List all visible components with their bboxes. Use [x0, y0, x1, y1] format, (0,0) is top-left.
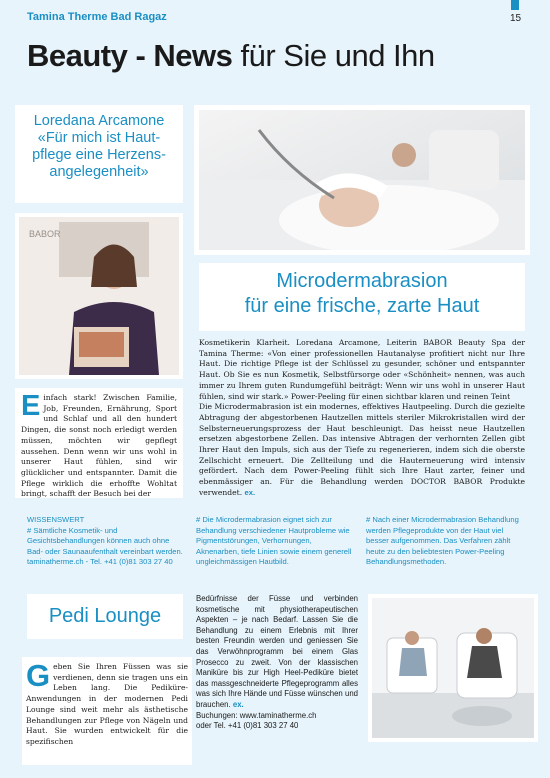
- microdermabrasion-title-line-1: Microdermabrasion: [276, 270, 448, 292]
- magazine-name: Tamina Therme Bad Ragaz: [27, 11, 167, 23]
- wissenswert-column-1: [27, 515, 185, 568]
- wissenswert-column-3: # Nach einer Microdermabrasion Behandlung werden Pflegeprodukte von der Haut viel besser aufgenommen. Das Verfahren zählt heute zu den beliebtesten Power-Peeling Behandlungsmethoden.: [366, 515, 519, 567]
- page-number: 15: [510, 13, 522, 24]
- pedi-middle-text: Bedürfnisse der Füsse und verbinden kosmetische mit physiotherapeutischen Aspekten – je nach Bedarf. Lassen Sie die Behandlung zu einem Erlebnis mit Ihrer besten Freundin werden und geniessen Sie das Verwöhnprogramm bei einem Glas Prosecco zu zweit. Von der klassischen Maniküre bis zur High Heel-Pediküre bietet das massgeschneiderte Pflegeprogramm alles was sich Ihre Hände und Füsse wünschen und brauchen.: [196, 594, 358, 709]
- pedi-middle-column: [196, 594, 358, 732]
- pedi-signature: ex.: [232, 699, 244, 709]
- main-article-paragraph-1: Kosmetikerin Klarheit. Loredana Arcamone, Leiterin BABOR Beauty Spa der Tamina Therme: «Von einer professionellen Hautanalyse profitiert nicht nur Ihre Haut. Die richtige Pflege ist der Schlüssel zu gesunder, schöner und entspannter Haut. Ob Sie es nun Kosmetik, Selbstfürsorge oder «Schönheit» nennen, was auch immer zu Ihrem guten Rundumgefühl beiträgt: Wenn wir uns wohl in unserer Haut fühlen, sind wir stark.» Power-Peeling für einen sichtbar klaren und reinen Teint: [199, 338, 525, 401]
- portrait-photo-frame: [15, 213, 183, 379]
- main-article-paragraph-2: Die Microdermabrasion ist ein modernes, effektives Hautpeeling. Durch die gezielte Abtragung der abgestorbenen Hautzellen mittels steriler Mikrokristallen wird der Selbsterneuerungsprozess der Haut beschleunigt. Das heisst neue Hautzellen ersetzen abgestorbene Zellen. Das intensive Abtragen der verhornten Zellen gibt Ihrer Haut den Impuls, sich aus der Tiefe zu regenerieren, indem sich die oberste Zellschicht erneuert. Die Zellteilung und die Hauterneuerung wird intensiv gefördert. Nach dem Power-Peeling fühlt sich Ihre Haut zarter, feiner und ebenmässiger an. Für die Behandlung werden DOCTOR BABOR Produkte verwendet.: [199, 402, 525, 497]
- headline-light: für Sie und Ihn: [232, 38, 435, 73]
- page-number-bar: [511, 0, 519, 10]
- quote-line-2: «Für mich ist Haut-: [37, 130, 161, 146]
- treatment-photo-frame: [194, 105, 530, 255]
- pedi-left-box: [22, 657, 192, 765]
- main-article-signature: ex.: [244, 487, 256, 497]
- pedi-lounge-photo: [372, 598, 534, 738]
- left-article-box: [15, 388, 183, 498]
- microdermabrasion-title-line-2: für eine frische, zarte Haut: [244, 295, 480, 317]
- wissenswert-heading: WISSENSWERT: [27, 515, 85, 524]
- pedi-title: Pedi Lounge: [48, 605, 162, 627]
- wissenswert-text-1: # Sämtliche Kosmetik- und Gesichtsbehandlungen können auch ohne Bad- oder Saunaaufenthalt vereinbart werden. taminatherme.ch - Tel. +41 (0)81 303 27 40: [27, 525, 183, 567]
- pedi-booking-line-1: Buchungen: www.taminatherme.ch: [196, 710, 317, 720]
- drop-cap-g: G: [26, 658, 51, 693]
- left-article-text: infach stark! Zwischen Familie, Job, Freunden, Ernährung, Sport und Schlaf und all den hundert Dingen, die sonst noch erledigt werden müssen, möchten wir gepflegt aussehen. Denn wenn wir uns wohl in unserer Haut fühlen, sind wir glücklicher und entspannter. Damit die Pflege wirklich die erhoffte Wohltat bringt, schafft der Besuch bei der: [21, 393, 177, 499]
- babor-logo-text: BABOR: [29, 229, 61, 239]
- pedi-left-text: eben Sie Ihren Füssen was sie verdienen, denn sie tragen uns ein Leben lang. Die Pediküre-Anwendungen in der modernen Pedi Lounge sind weit mehr als ästhetische Behandlungen zur Pflege von Nägeln und Haut. Sie wurden entwickelt für die spezifischen: [26, 662, 188, 746]
- main-article: [199, 338, 525, 498]
- page-headline: [27, 38, 435, 74]
- pedi-booking-line-2: oder Tel. +41 (0)81 303 27 40: [196, 721, 299, 731]
- portrait-photo: [19, 217, 179, 375]
- quote-line-3: pflege eine Herzens-: [32, 147, 166, 163]
- wissenswert-column-2: # Die Microdermabrasion eignet sich zur Behandlung verschiedener Hautprobleme wie Pigmentstörungen, Verhornungen, Aknenarben, tiefe Linien sowie einem generell ungleichmässigen Hautbild.: [196, 515, 352, 567]
- microdermabrasion-title-box: [199, 263, 525, 331]
- quote-line-1: Loredana Arcamone: [33, 113, 165, 129]
- drop-cap-e: E: [21, 390, 41, 422]
- pedi-title-box: [27, 594, 183, 639]
- quote-box: [15, 105, 183, 203]
- pedi-photo-frame: [368, 594, 538, 742]
- quote-line-4: angelegenheit»: [49, 164, 149, 180]
- headline-bold: Beauty - News: [27, 38, 233, 73]
- treatment-photo: [199, 110, 525, 250]
